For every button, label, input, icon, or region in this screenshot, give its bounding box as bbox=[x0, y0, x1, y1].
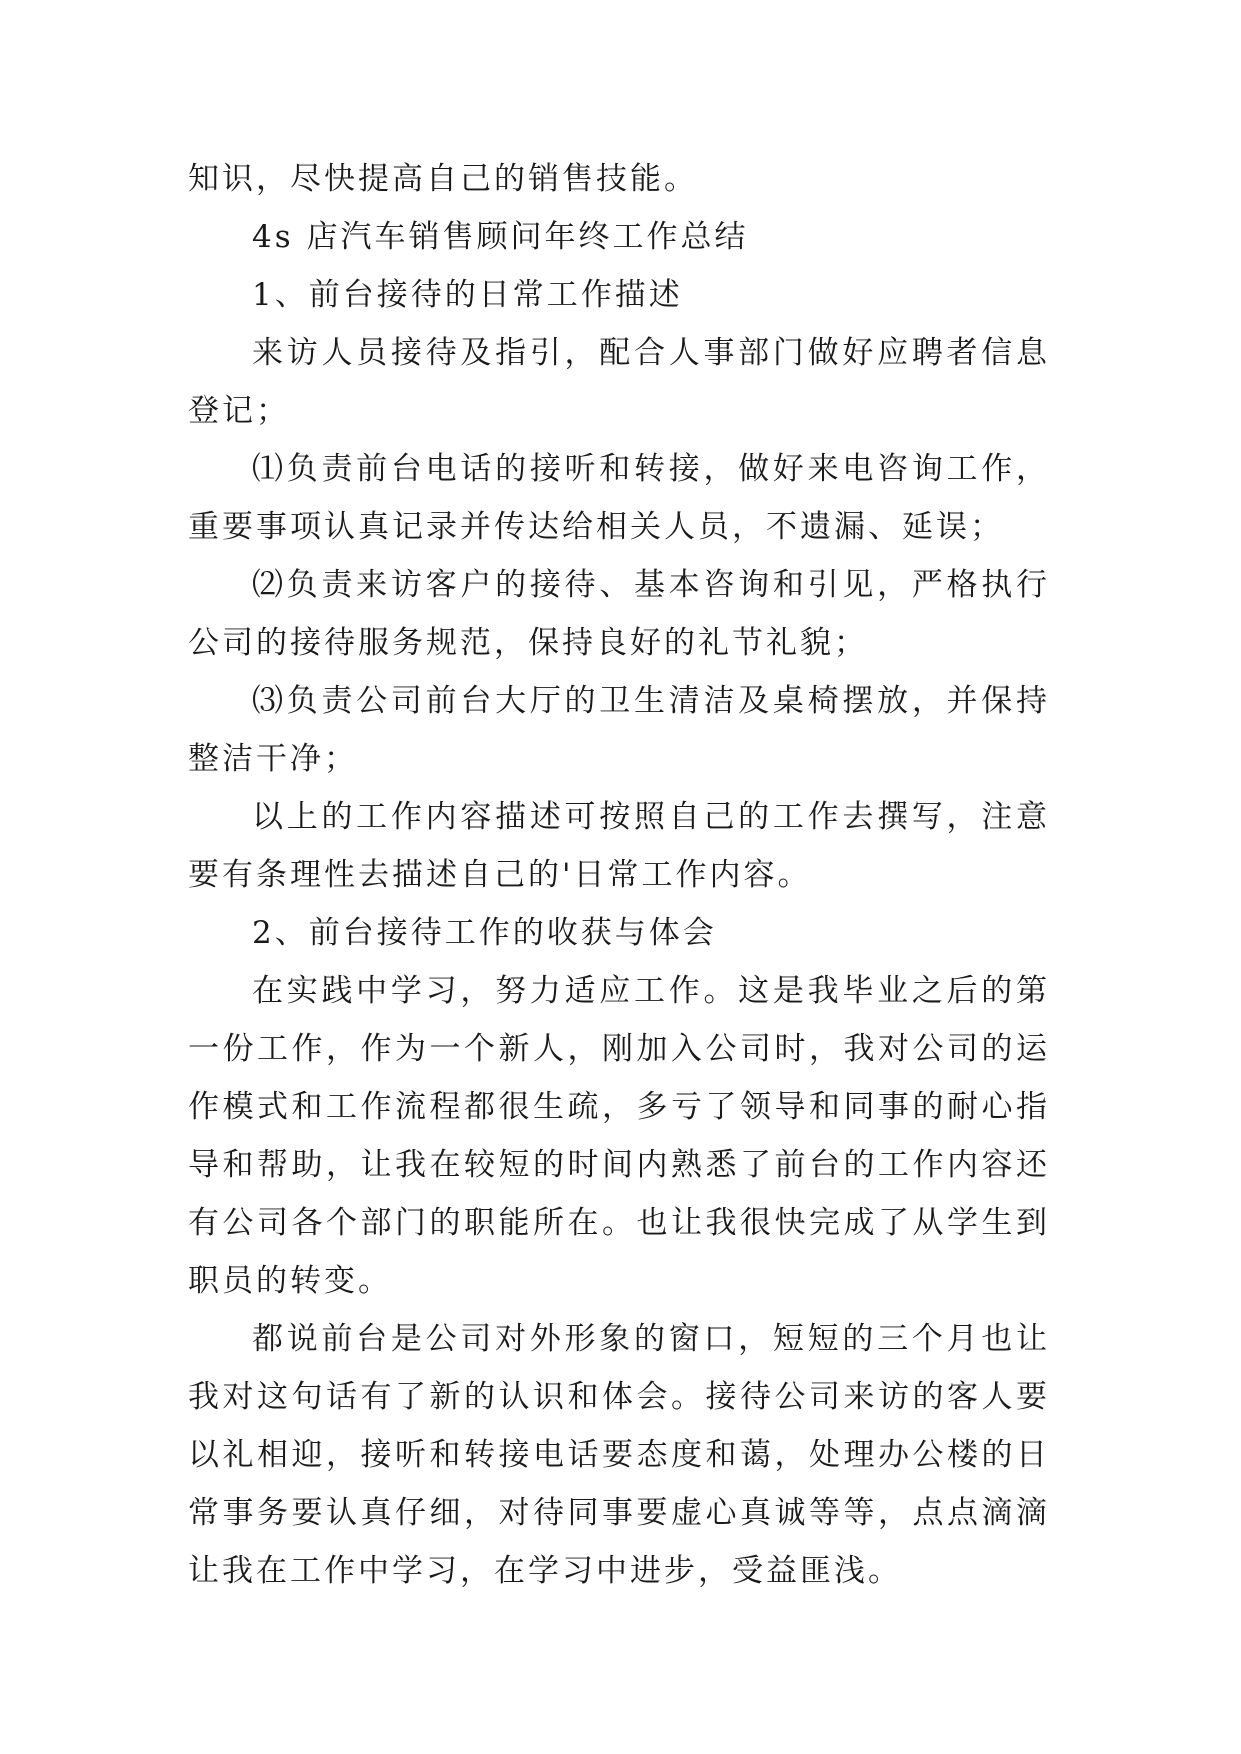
paragraph-continuation: 知识，尽快提高自己的销售技能。 bbox=[188, 161, 698, 197]
list-item: ⑶负责公司前台大厅的卫生清洁及桌椅摆放，并保持整洁干净； bbox=[188, 683, 1050, 777]
section-heading-2: 2、前台接待工作的收获与体会 bbox=[252, 915, 717, 951]
paragraph: 以上的工作内容描述可按照自己的工作去撰写，注意要有条理性去描述自己的'日常工作内容。 bbox=[188, 799, 1050, 893]
list-item: ⑴负责前台电话的接听和转接，做好来电咨询工作，重要事项认真记录并传达给相关人员，不遗漏、延误； bbox=[188, 451, 1050, 545]
document-heading: 4s 店汽车销售顾问年终工作总结 bbox=[252, 219, 749, 255]
paragraph: 来访人员接待及指引，配合人事部门做好应聘者信息登记； bbox=[188, 335, 1050, 429]
paragraph: 在实践中学习，努力适应工作。这是我毕业之后的第一份工作，作为一个新人，刚加入公司时，我对公司的运作模式和工作流程都很生疏，多亏了领导和同事的耐心指导和帮助，让我在较短的时间内熟悉了前台的工作内容还有公司各个部门的职能所在。也让我很快完成了从学生到职员的转变。 bbox=[188, 973, 1050, 1299]
section-heading-1: 1、前台接待的日常工作描述 bbox=[252, 277, 683, 313]
document-body bbox=[188, 150, 1050, 1600]
paragraph: 都说前台是公司对外形象的窗口，短短的三个月也让我对这句话有了新的认识和体会。接待公司来访的客人要以礼相迎，接听和转接电话要态度和蔼，处理办公楼的日常事务要认真仔细，对待同事要虚心真诚等等，点点滴滴让我在工作中学习，在学习中进步，受益匪浅。 bbox=[188, 1321, 1050, 1589]
list-item: ⑵负责来访客户的接待、基本咨询和引见，严格执行公司的接待服务规范，保持良好的礼节礼貌； bbox=[188, 567, 1050, 661]
